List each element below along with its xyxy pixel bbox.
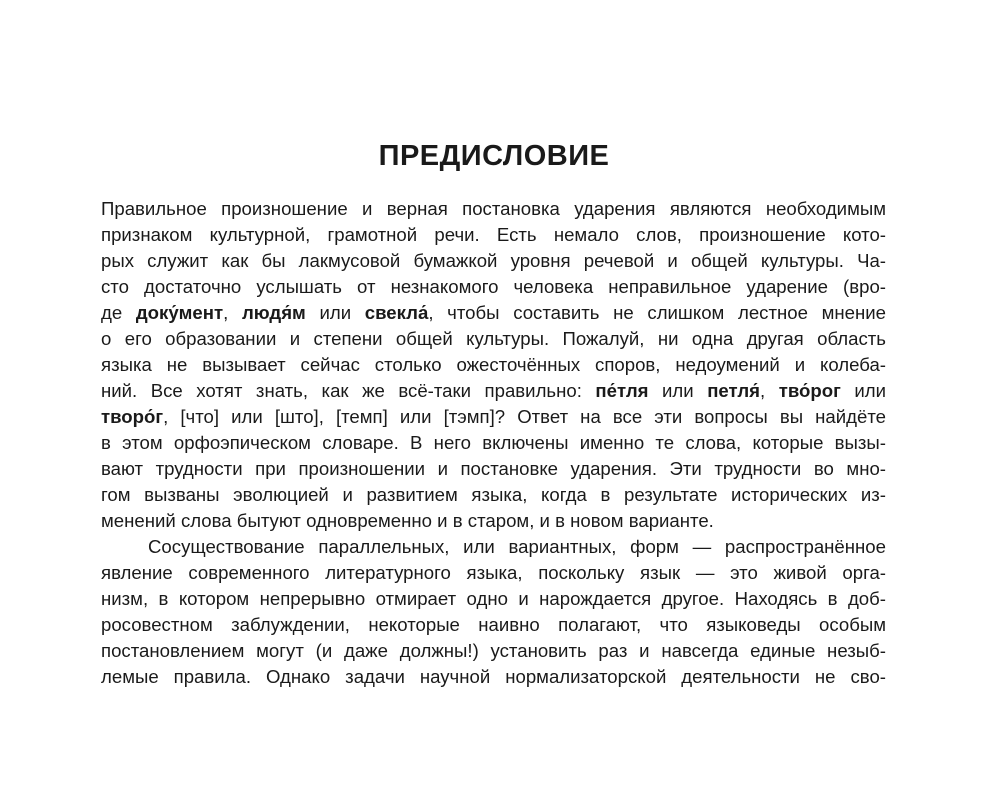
text-line: вают трудности при произношении и постановке ударения. Эти трудности во мно- — [101, 458, 886, 479]
text-segment: де — [101, 302, 136, 323]
text-line: лемые правила. Однако задачи научной нормализаторской деятельности не сво- — [101, 666, 886, 687]
bold-word: свекла́ — [364, 302, 429, 323]
text-line: менений слова бытуют одновременно и в старом, и в новом варианте. — [101, 510, 714, 531]
text-segment: ний. Все хотят знать, как же всё-таки правильно: — [101, 380, 596, 401]
body-text — [101, 196, 886, 690]
text-line: рых служит как бы лакмусовой бумажкой уровня речевой и общей культуры. Ча- — [101, 250, 886, 271]
bold-word: творо́г — [101, 406, 164, 427]
text-line: явление современного литературного языка, поскольку язык — это живой орга- — [101, 562, 886, 583]
text-line: в этом орфоэпическом словаре. В него включены именно те слова, которые вызы- — [101, 432, 886, 453]
text-line: Правильное произношение и верная постановка ударения являются необходимым — [101, 198, 886, 219]
text-segment: , — [223, 302, 242, 323]
text-line — [101, 404, 886, 430]
text-line: низм, в котором непрерывно отмирает одно и нарождается другое. Находясь в доб- — [101, 588, 886, 609]
text-segment: или — [840, 380, 886, 401]
text-line: сто достаточно услышать от незнакомого человека неправильное ударение (вро- — [101, 276, 886, 297]
text-segment: или — [305, 302, 365, 323]
text-line — [101, 300, 886, 326]
text-segment: , [что] или [што], [темп] или [тэмп]? Ответ на все эти вопросы вы найдёте — [163, 406, 886, 427]
text-line: постановлением могут (и даже должны!) установить раз и навсегда единые незыб- — [101, 640, 886, 661]
bold-word: тво́рог — [778, 380, 841, 401]
text-segment: , — [760, 380, 779, 401]
page-title: ПРЕДИСЛОВИЕ — [378, 140, 610, 172]
bold-word: доку́мент — [135, 302, 224, 323]
bold-word: петля́ — [707, 380, 761, 401]
bold-word: людя́м — [241, 302, 306, 323]
text-line: о его образовании и степени общей культуры. Пожалуй, ни одна другая область — [101, 328, 886, 349]
text-segment: , чтобы составить не слишком лестное мнение — [428, 302, 886, 323]
text-line: гом вызваны эволюцией и развитием языка, когда в результате исторических из- — [101, 484, 886, 505]
text-line: росовестном заблуждении, некоторые наивно полагают, что языковеды особым — [101, 614, 886, 635]
text-line: признаком культурной, грамотной речи. Есть немало слов, произношение кото- — [101, 224, 886, 245]
text-line: Сосуществование параллельных, или вариантных, форм — распространённое — [148, 536, 886, 557]
text-line — [101, 378, 886, 404]
text-line: языка не вызывает сейчас столько ожесточённых споров, недоумений и колеба- — [101, 354, 886, 375]
text-segment: или — [648, 380, 708, 401]
bold-word: пе́тля — [595, 380, 649, 401]
